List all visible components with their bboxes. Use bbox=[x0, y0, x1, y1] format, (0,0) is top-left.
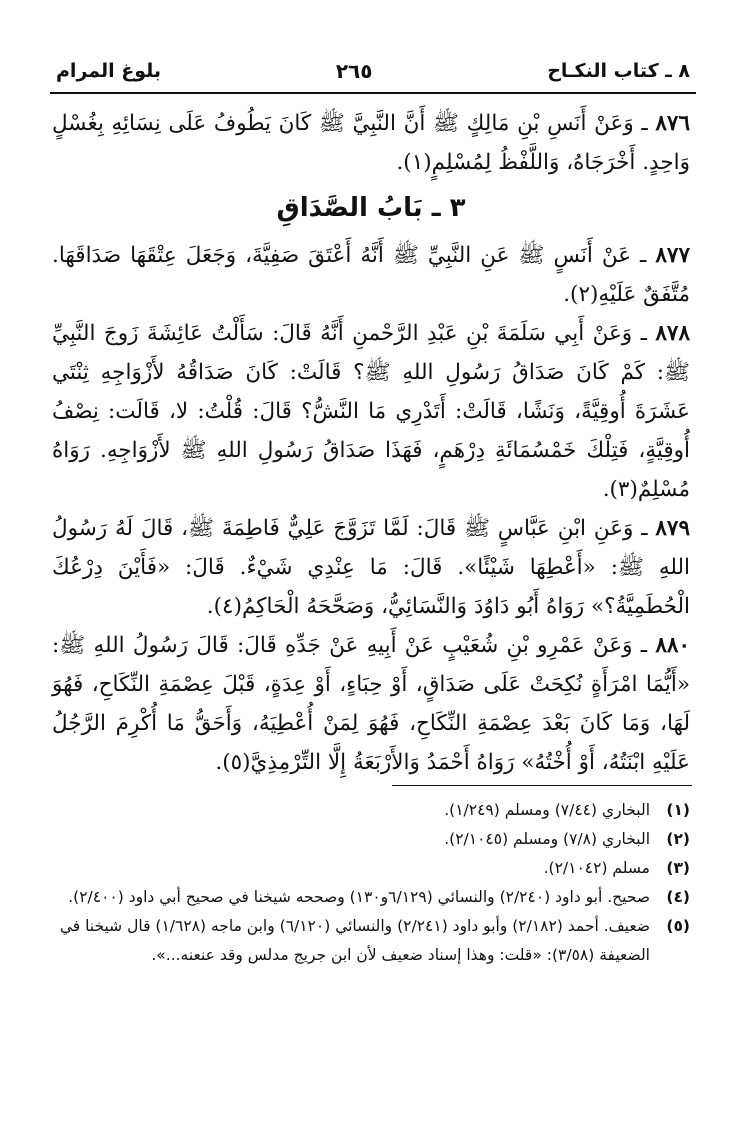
header-chapter: ٨ ـ كتاب النكـاح bbox=[547, 60, 690, 82]
main-text bbox=[52, 104, 690, 782]
hadith-880 bbox=[52, 626, 690, 782]
hadith-number: ٨٧٦ bbox=[655, 111, 690, 136]
footnote-5 bbox=[52, 912, 690, 970]
hadith-text: ـ وَعَنْ أَنَسِ بْنِ مَالِكٍ ﷺ أَنَّ النَّبِيَّ ﷺ كَانَ يَطُوفُ عَلَى نِسَائِهِ بِغُسْلٍ وَاحِدٍ. أَخْرَجَاهُ، وَاللَّفْظُ لِمُسْلِمٍ(١). bbox=[52, 111, 690, 175]
footnote-separator bbox=[392, 785, 692, 786]
hadith-text: ـ وَعَنْ أَبِي سَلَمَةَ بْنِ عَبْدِ الرَّحْمنِ أَنَّهُ قَالَ: سَأَلْتُ عَائِشَةَ زَوجَ النَّبِيِّ ﷺ: كَمْ كَانَ صَدَاقُ رَسُولِ اللهِ ﷺ؟ قَالَتْ: كَانَ صَدَاقُهُ لأَزْوَاجِهِ ثِنْتَي عَشَرَةَ أُوقِيَّةً، وَنَشًا، قَالَتْ: أَتَدْرِي مَا النَّشُّ؟ قَالَ: قُلْتُ: لا، قَالَت: نِصْفُ أُوقِيَّةٍ، فَتِلْكَ خَمْسُمَائَةِ دِرْهَمٍ، فَهَذَا صَدَاقُ رَسُولِ اللهِ ﷺ لأَزْوَاجِهِ. رَوَاهُ مُسْلِمٌ(٣). bbox=[52, 321, 690, 502]
footnote-4 bbox=[52, 883, 690, 912]
footnote-label: (٤) bbox=[666, 888, 690, 906]
footnote-text: ضعيف. أحمد (٢/١٨٢) وأبو داود (٢/٢٤١) والنسائي (٦/١٢٠) وابن ماجه (١/٦٢٨) قال شيخنا في الضعيفة (٣/٥٨): «قلت: وهذا إسناد ضعيف لأن ابن جريج مدلس وقد عنعنه...». bbox=[59, 917, 650, 964]
hadith-878 bbox=[52, 314, 690, 509]
hadith-879 bbox=[52, 509, 690, 626]
footnote-text: مسلم (٢/١٠٤٢). bbox=[543, 859, 650, 877]
hadith-number: ٨٨٠ bbox=[655, 633, 690, 658]
footnote-1 bbox=[52, 796, 690, 825]
hadith-text: ـ وَعَنْ عَمْرِو بْنِ شُعَيْبٍ عَنْ أَبِيهِ عَنْ جَدِّهِ قَالَ: قَالَ رَسُولُ اللهِ ﷺ: «أَيُّمَا امْرَأَةٍ نُكِحَتْ عَلَى صَدَاقٍ، أَوْ حِبَاءٍ، أَوْ عِدَةٍ، قَبْلَ عِصْمَةِ النِّكَاحِ، فَهُوَ لَهَا، وَمَا كَانَ بَعْدَ عِصْمَةِ النِّكَاحِ، فَهُوَ لِمَنْ أُعْطِيَهُ، وَأَحَقُّ مَا أُكْرِمَ الرَّجُلُ عَلَيْهِ ابْنَتُهُ، أَوْ أُخْتُهُ» رَوَاهُ أَحْمَدُ وَالأَرْبَعَةُ إِلَّا التِّرْمِذِيَّ(٥). bbox=[52, 633, 690, 775]
footnote-label: (٥) bbox=[666, 917, 690, 935]
footnote-text: صحيح. أبو داود (٢/٢٤٠) والنسائي (٦/١٢٩و١٣٠) وصححه شيخنا في صحيح أبي داود (٢/٤٠٠). bbox=[68, 888, 650, 906]
header-book-title: بلوغ المرام bbox=[56, 60, 162, 82]
footnote-text: البخاري (٧/٤٤) ومسلم (١/٢٤٩). bbox=[444, 801, 650, 819]
hadith-text: ـ وَعَنِ ابْنِ عَبَّاسٍ ﷺ قَالَ: لَمَّا تَزَوَّجَ عَلِيٌّ فَاطِمَةَ ﷺ، قَالَ لَهُ رَسُولُ اللهِ ﷺ: «أَعْطِهَا شَيْئًا». قَالَ: مَا عِنْدِي شَيْءٌ. قَالَ: «فَأَيْنَ دِرْعُكَ الْحُطَمِيَّةُ؟» رَوَاهُ أَبُو دَاوُدَ وَالنَّسَائِيُّ، وَصَحَّحَهُ الْحَاكِمُ(٤). bbox=[52, 516, 690, 619]
footnote-label: (٢) bbox=[666, 830, 690, 848]
hadith-876 bbox=[52, 104, 690, 182]
page-number: ٢٦٥ bbox=[335, 59, 373, 83]
footnote-label: (١) bbox=[666, 801, 690, 819]
chapter-heading: ٣ ـ بَابُ الصَّدَاقِ bbox=[276, 193, 466, 223]
footnote-text: البخاري (٧/٨) ومسلم (٢/١٠٤٥). bbox=[444, 830, 650, 848]
hadith-number: ٨٧٩ bbox=[655, 516, 690, 541]
footnotes bbox=[52, 796, 690, 970]
hadith-number: ٨٧٧ bbox=[655, 243, 690, 268]
hadith-text: ـ عَنْ أَنَسٍ ﷺ عَنِ النَّبِيِّ ﷺ أَنَّهُ أَعْتَقَ صَفِيَّةَ، وَجَعَلَ عِتْقَهَا صَدَاقَهَا. مُتَّفَقٌ عَلَيْهِ(٢). bbox=[52, 243, 690, 307]
footnote-3 bbox=[52, 854, 690, 883]
footnote-2 bbox=[52, 825, 690, 854]
hadith-number: ٨٧٨ bbox=[655, 321, 690, 346]
footnote-label: (٣) bbox=[666, 859, 690, 877]
page-header bbox=[50, 50, 696, 94]
hadith-877 bbox=[52, 236, 690, 314]
